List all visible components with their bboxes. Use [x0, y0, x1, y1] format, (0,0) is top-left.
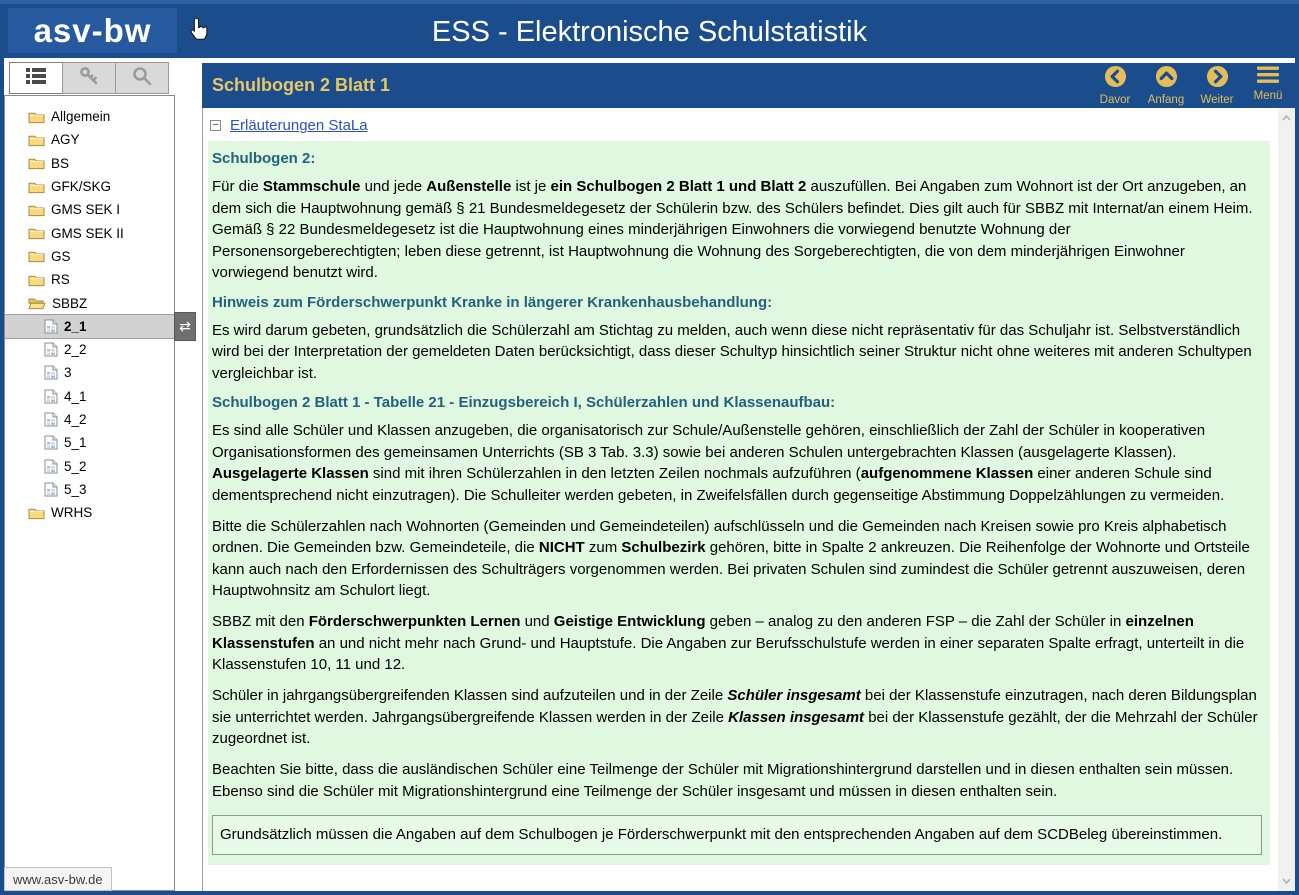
tree-item-wrhs[interactable]	[5, 501, 174, 524]
davor-button[interactable]	[1094, 65, 1136, 106]
tree-item-4_1[interactable]	[5, 385, 174, 408]
tree-item-label: 5_1	[64, 435, 87, 451]
tree-item-gfk-skg[interactable]	[5, 175, 174, 198]
tree-item-gms-sek-ii[interactable]	[5, 221, 174, 244]
folder-icon	[28, 156, 45, 170]
tree-item-label: 4_2	[64, 412, 87, 427]
navigation-tree	[4, 95, 191, 891]
window-border-right	[1295, 4, 1299, 895]
anfang-button[interactable]	[1145, 65, 1187, 106]
document-icon	[44, 389, 58, 404]
document-icon	[44, 482, 58, 497]
paragraph: Es wird darum gebeten, grundsätzlich die Schülerzahl am Stichtag zu melden, auch wenn diese nicht repräsentativ für das Schuljahr ist. Selbstverständlich wird bei der Interpretation der gemeldeten Daten berücksichtigt, dass dieser Schultyp hinsichtlich seiner Struktur nicht ohne weiteres mit anderen Schultypen vergleichbar ist.	[212, 321, 1252, 382]
key-icon	[78, 65, 100, 92]
window-border-bottom	[0, 891, 1299, 895]
status-link: www.asv-bw.de	[4, 867, 112, 891]
search-icon	[131, 65, 153, 92]
content-body	[202, 108, 1278, 891]
tree-item-label: 4_1	[64, 388, 87, 404]
tree-item-label: 5_3	[64, 481, 87, 497]
paragraph: Es sind alle Schüler und Klassen anzugeben, die organisatorisch zur Schule/Außenstelle gehören, einschließlich der Zahl der Schüler in kooperativen Organisationsformen des gemeinsamen Unterrichts (SB 3 Tab. 3.3) sowie bei anderen Schulen untergebrachten Klassen (ausgelagerte Klassen). Ausgelagerte Klassen sind mit ihren Schülerzahlen in den letzten Zeilen nochmals aufzuführen (aufgenommene Klassen einer anderen Schule sind dementsprechend nicht einzutragen). Die Schulleiter werden gebeten, in Zweifelsfällen durch gegenseitige Abstimmung Doppelzählungen zu vermeiden.	[212, 422, 1225, 504]
scrollbar[interactable]	[1278, 108, 1295, 891]
scroll-up-icon[interactable]	[1278, 110, 1295, 126]
chevron-up-circle-icon	[1155, 65, 1178, 93]
tree-item-2_2[interactable]	[5, 338, 174, 361]
tree-item-label: BS	[51, 155, 70, 171]
page-title: Schulbogen 2 Blatt 1	[212, 75, 391, 95]
paragraph: Schüler in jahrgangsübergreifenden Klassen sind aufzuteilen und in der Zeile Schüler insgesamt bei der Klassenstufe einzutragen, nach deren Bildungsplan sie unterrichtet werden. Jahrgangsübergreifende Klassen werden in der Zeile Klassen insgesamt bei der Klassenstufe gezählt, der die Mehrzahl der Schüler zugeordnet ist.	[212, 687, 1258, 747]
document-icon	[44, 342, 58, 357]
explanation-box	[208, 141, 1270, 865]
document-icon	[44, 319, 58, 334]
weiter-button[interactable]	[1196, 65, 1238, 106]
app-header	[0, 4, 1299, 58]
tree-item-gs[interactable]	[5, 245, 174, 268]
note-box: Grundsätzlich müssen die Angaben auf dem Schulbogen je Förderschwerpunkt mit den entsprechenden Angaben auf dem SCDBeleg übereinstimmen.	[212, 815, 1262, 855]
tree-item-5_1[interactable]	[5, 431, 174, 454]
paragraph: Beachten Sie bitte, dass die ausländischen Schüler eine Teilmenge der Schüler mit Migrationshintergrund darstellen und in diesen enthalten sein müssen. Ebenso sind die Schüler mit Migrationshintergrund eine Teilmenge der Schüler insgesamt und müssen in diesen enthalten sein.	[212, 761, 1234, 800]
tree-item-label: 5_2	[64, 458, 87, 474]
scroll-down-icon[interactable]	[1278, 873, 1295, 889]
tree-item-label: AGY	[51, 132, 80, 148]
tree-item-bs[interactable]	[5, 152, 174, 175]
toolbar-nav-buttons	[1094, 65, 1289, 106]
collapse-row	[210, 117, 1274, 134]
window-border-left	[0, 4, 4, 895]
tab-search[interactable]	[115, 62, 169, 94]
folder-icon	[28, 506, 45, 520]
erlaeuterungen-link[interactable]: Erläuterungen StaLa	[230, 117, 368, 134]
tree-item-label: 3	[64, 365, 72, 381]
folder-icon	[28, 110, 45, 124]
tree-item-5_3[interactable]	[5, 478, 174, 501]
tree-item-gms-sek-i[interactable]	[5, 198, 174, 221]
tree-item-5_2[interactable]	[5, 454, 174, 477]
hand-cursor-icon	[190, 17, 209, 47]
tree-item-label: 2_2	[64, 342, 87, 358]
folder-icon	[28, 226, 45, 240]
minus-box-icon[interactable]: −	[210, 120, 221, 131]
tab-key[interactable]	[62, 62, 116, 94]
folder-open-icon	[28, 296, 46, 310]
folder-icon	[28, 249, 45, 263]
list-view-icon	[25, 67, 47, 90]
content-toolbar	[202, 63, 1295, 108]
tab-tree-view[interactable]	[9, 62, 63, 94]
paragraph: SBBZ mit den Förderschwerpunkten Lernen und Geistige Entwicklung geben – analog zu den anderen FSP – die Zahl der Schüler in einzelnen Klassenstufen an und nicht mehr nach Grund- und Hauptstufe. Die Angaben zur Berufsschulstufe werden in einer separaten Spalte erfragt, unterteilt in die Klassenstufen 10, 11 und 12.	[212, 613, 1245, 673]
folder-icon	[28, 273, 45, 287]
tree-item-label: WRHS	[51, 505, 93, 521]
chevron-left-circle-icon	[1104, 65, 1127, 93]
nav-button-label: Weiter	[1200, 94, 1234, 106]
tree-item-label: SBBZ	[52, 295, 88, 311]
sidebar-tabs	[9, 62, 168, 94]
tree-item-label: GMS SEK I	[51, 202, 121, 218]
nav-button-label: Davor	[1099, 94, 1131, 106]
tree-item-label: GMS SEK II	[51, 225, 124, 241]
nav-button-label: Anfang	[1147, 94, 1185, 106]
document-icon	[44, 459, 58, 474]
tree-item-label: GFK/SKG	[51, 179, 112, 195]
document-icon	[44, 435, 58, 450]
chevron-right-circle-icon	[1206, 65, 1229, 93]
section-heading: Schulbogen 2:	[212, 150, 316, 167]
tree-item-label: Allgemein	[51, 109, 111, 125]
document-icon	[44, 412, 58, 427]
folder-icon	[28, 133, 45, 147]
swap-arrows-icon[interactable]: ⇄	[174, 312, 196, 341]
document-icon	[44, 365, 58, 380]
tree-item-agy[interactable]	[5, 128, 174, 151]
tree-item-label: RS	[51, 272, 70, 288]
app-title: ESS - Elektronische Schulstatistik	[431, 16, 868, 48]
folder-icon	[28, 203, 45, 217]
tree-item-label: GS	[51, 248, 71, 264]
paragraph: Für die Stammschule und jede Außenstelle ist je ein Schulbogen 2 Blatt 1 und Blatt 2 auszufüllen. Bei Angaben zum Wohnort ist der Ort anzugeben, an dem sich die Hauptwohnung gemäß § 21 Bundesmeldegesetz der Schülerin bzw. des Schülers befindet. Dies gilt auch für SBBZ mit Internat/an einem Heim. Gemäß § 22 Bundesmeldegesetz ist die Hauptwohnung eines minderjährigen Einwohners die vorwiegend benutzte Wohnung der Personensorgeberechtigten; leben diese getrennt, ist Hauptwohnung die Wohnung des Sorgeberechtigten, die von dem minderjährigen Einwohner vorwiegend benutzt wird.	[212, 178, 1253, 281]
tree-item-3[interactable]	[5, 361, 174, 384]
section-heading: Hinweis zum Förderschwerpunkt Kranke in längerer Krankenhausbehandlung:	[212, 293, 773, 311]
app-logo[interactable]: asv-bw	[8, 8, 177, 53]
tree-item-2_1[interactable]	[5, 314, 191, 339]
tree-item-sbbz[interactable]	[5, 291, 174, 314]
tree-item-rs[interactable]	[5, 268, 174, 291]
tree-item-4_2[interactable]	[5, 408, 174, 431]
menu-button[interactable]	[1247, 65, 1289, 102]
tree-item-label: 2_1	[64, 318, 87, 334]
section-heading: Schulbogen 2 Blatt 1 - Tabelle 21 - Einzugsbereich I, Schülerzahlen und Klassenaufbau:	[212, 394, 836, 411]
nav-button-label: Menü	[1253, 90, 1283, 102]
folder-icon	[28, 180, 45, 194]
menu-icon	[1257, 65, 1279, 89]
tree-item-allgemein[interactable]	[5, 105, 174, 128]
paragraph: Bitte die Schülerzahlen nach Wohnorten (Gemeinden und Gemeindeteilen) aufschlüsseln und die Gemeinden nach Kreisen sowie pro Kreis alphabetisch ordnen. Die Gemeinden bzw. Gemeindeteile, die NICHT zum Schulbezirk gehören, bitte in Spalte 2 ankreuzen. Die Reihenfolge der Wohnorte und Ortsteile kann auch nach den Erfordernissen des Schulträgers vorgenommen werden. Bei privaten Schulen sind zumindest die Schüler getrennt auszuweisen, deren Hauptwohnsitz am Schulort liegt.	[212, 517, 1250, 599]
